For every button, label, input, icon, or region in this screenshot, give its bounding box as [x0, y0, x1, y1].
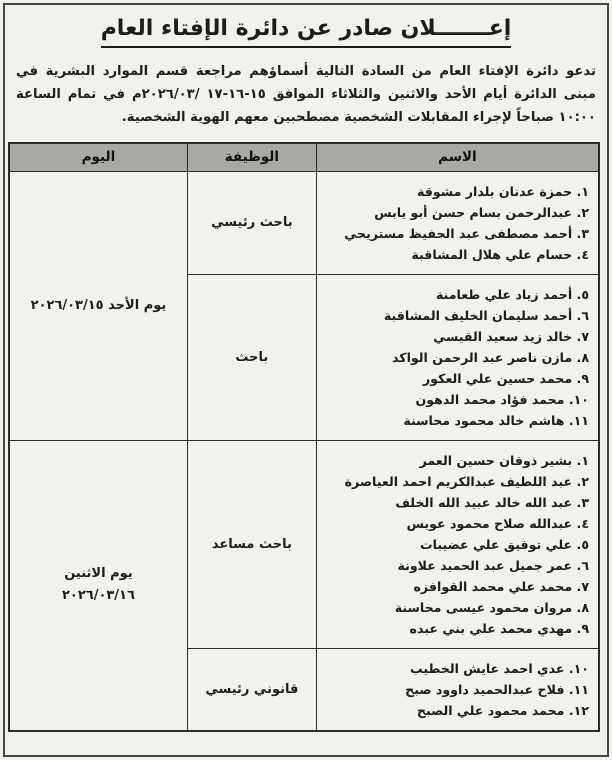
position-cell: باحث رئيسي	[187, 171, 316, 274]
position-cell: قانوني رئيسي	[187, 648, 316, 731]
day-line: ٢٠٢٦/٠٣/١٦	[61, 588, 135, 603]
candidate-name: ٤. حسام علي هلال المشاقبة	[411, 246, 589, 262]
candidate-name: ٦. عمر جميل عبد الحميد علاونة	[397, 557, 589, 573]
title-wrap	[12, 16, 600, 48]
candidate-name: ٣. أحمد مصطفى عبد الحفيظ مستريحي	[344, 225, 589, 241]
table-body	[9, 171, 599, 731]
candidate-name: ٨. مازن ناصر عبد الرحمن الواكد	[392, 349, 589, 365]
candidate-name: ١. بشير ذوقان حسين العمر	[419, 452, 589, 468]
candidate-name: ٥. علي توفيق علي عضيبات	[419, 536, 589, 552]
names-cell	[316, 440, 599, 648]
table-row	[9, 440, 599, 648]
table-header-row	[9, 143, 599, 171]
names-cell	[316, 274, 599, 440]
day-line: يوم الأحد ٢٠٢٦/٠٣/١٥	[30, 297, 167, 313]
candidate-name: ١٠. محمد فؤاد محمد الدهون	[415, 391, 589, 407]
candidate-name: ٥. أحمد زياد علي طعامنة	[435, 286, 589, 302]
candidate-name: ٢. عبد اللطيف عبدالكريم احمد العياصرة	[344, 473, 589, 489]
column-header-position: الوظيفة	[187, 143, 316, 171]
column-header-name: الاسم	[316, 143, 599, 171]
candidate-name: ١١. فلاح عبدالحميد داوود صبح	[405, 681, 589, 697]
candidate-name: ٧. محمد علي محمد القوافزه	[413, 578, 589, 594]
position-cell: باحث	[187, 274, 316, 440]
intro-paragraph: تدعو دائرة الإفتاء العام من السادة التالية أسماؤهم مراجعة قسم الموارد البشرية في مبنى الدائرة أيام الأحد والاثنين والثلاثاء الموافق ١٥-١٦-١٧ /٢٠٢٦/٠٣م في تمام الساعة ١٠:٠٠ صباحاً لإجراء المقابلات الشخصية مصطحبين معهم الهوية الشخصية.	[16, 64, 596, 125]
candidate-name: ٩. مهدي محمد علي بني عبده	[409, 620, 589, 636]
column-header-day: اليوم	[9, 143, 187, 171]
page-title: إعـــــــلان صادر عن دائرة الإفتاء العام	[101, 16, 512, 48]
candidate-name: ١. حمزة عدنان بلدار مشوقة	[417, 183, 589, 199]
candidate-name: ٨. مروان محمود عيسى محاسنة	[394, 599, 589, 615]
candidate-name: ٤. عبدالله صلاح محمود عويس	[406, 515, 589, 531]
candidate-name: ١٢. محمد محمود علي الصبح	[416, 702, 589, 718]
day-line: يوم الاثنين	[64, 566, 133, 581]
candidate-name: ١٠. عدي احمد عايش الخطيب	[410, 660, 589, 676]
page-border-frame	[3, 3, 609, 757]
candidate-name: ٩. محمد حسين علي العكور	[422, 370, 589, 386]
candidate-name: ٣. عبد الله خالد عبيد الله الخلف	[395, 494, 589, 510]
candidate-name: ٧. خالد زيد سعيد القيسي	[433, 328, 589, 344]
names-cell	[316, 648, 599, 731]
names-cell	[316, 171, 599, 274]
table-row	[9, 171, 599, 274]
candidate-name: ٦. أحمد سليمان الخليف المشاقبة	[383, 307, 589, 323]
day-cell	[9, 171, 187, 440]
day-cell	[9, 440, 187, 731]
candidate-name: ٢. عبدالرحمن بسام حسن أبو يابس	[374, 204, 589, 220]
schedule-table	[8, 142, 600, 732]
candidate-name: ١١. هاشم خالد محمود محاسنة	[403, 412, 589, 428]
position-cell: باحث مساعد	[187, 440, 316, 648]
